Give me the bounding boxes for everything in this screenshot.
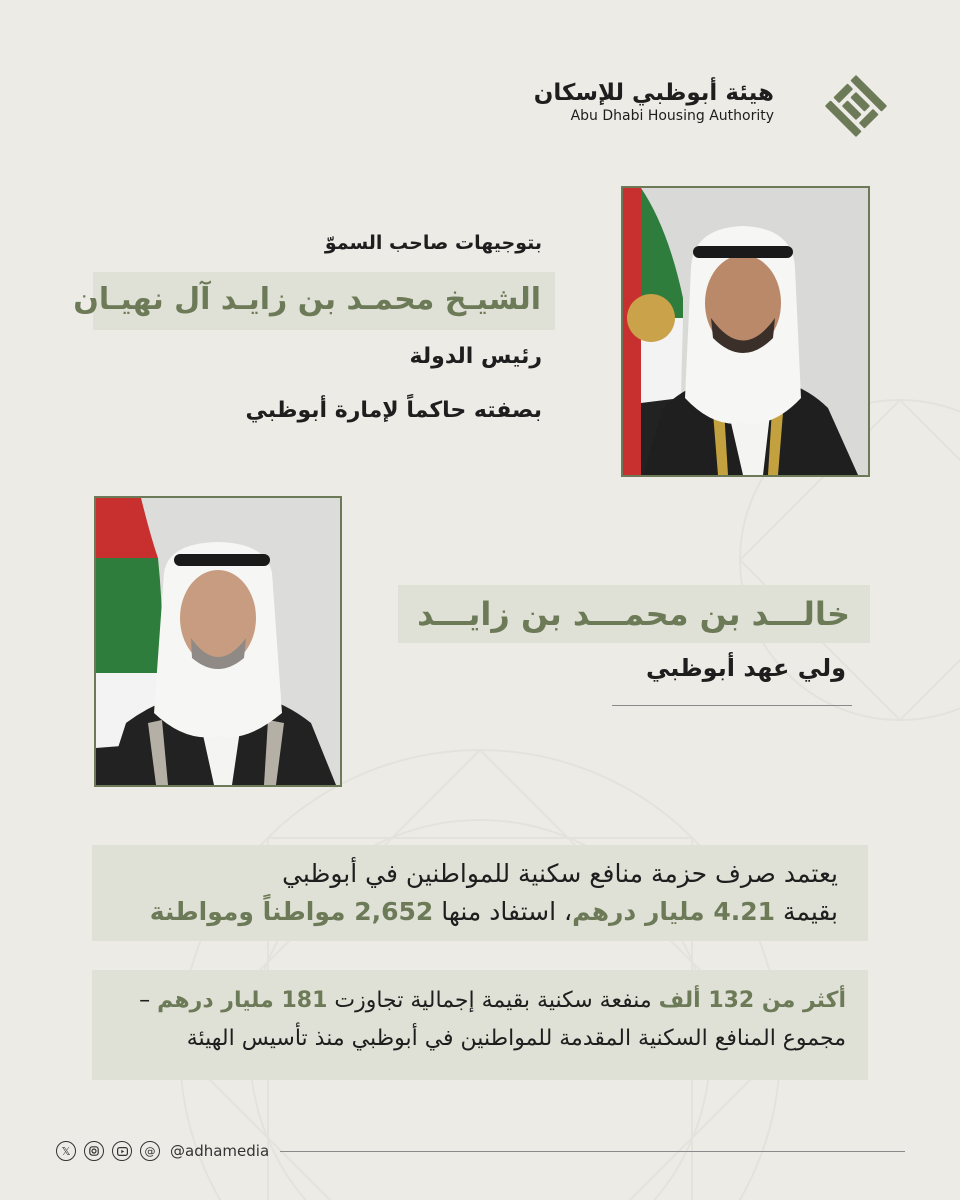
- summary-line2: مجموع المنافع السكنية المقدمة للمواطنين في أبوظبي منذ تأسيس الهيئة: [186, 1026, 846, 1051]
- social-handle[interactable]: @adhamedia: [170, 1142, 270, 1160]
- social-bar: [56, 1141, 269, 1161]
- announcement-line1: يعتمد صرف حزمة منافع سكنية للمواطنين في أبوظبي: [282, 859, 838, 888]
- instagram-icon[interactable]: [84, 1141, 104, 1161]
- logo-mark-icon: [820, 70, 892, 142]
- threads-icon[interactable]: @: [140, 1141, 160, 1161]
- leader2-photo: [94, 496, 342, 787]
- logo-english-text: Abu Dhabi Housing Authority: [570, 108, 774, 124]
- summary-highlight2: 181 مليار درهم: [157, 988, 328, 1013]
- logo-arabic-text: هيئة أبوظبي للإسكان: [533, 80, 774, 106]
- leader2-name: خالـــد بن محمـــد بن زايـــد: [417, 595, 850, 633]
- summary-box: [92, 970, 868, 1080]
- announcement-prefix: بقيمة: [782, 897, 838, 926]
- summary-highlight1: أكثر من 132 ألف: [658, 988, 846, 1013]
- youtube-icon[interactable]: [112, 1141, 132, 1161]
- announcement-box: [92, 845, 868, 941]
- announcement-count: 2,652 مواطناً ومواطنة: [149, 897, 434, 926]
- announcement-middle: ، استفاد منها: [441, 897, 573, 926]
- authority-logo: [533, 70, 912, 140]
- leader1-name: الشيـخ محمـد بن زايـد آل نهيـان: [73, 282, 541, 317]
- leader1-photo: [621, 186, 870, 477]
- leader1-name-highlight: [73, 272, 555, 330]
- leader2-title: ولي عهد أبوظبي: [646, 654, 846, 682]
- footer-divider: [280, 1151, 905, 1152]
- intro-text: بتوجيهات صاحب السموّ: [324, 232, 542, 254]
- summary-text1: منفعة سكنية بقيمة إجمالية تجاوزت: [334, 988, 652, 1013]
- summary-line1: [139, 988, 846, 1013]
- leader2-name-highlight: [398, 585, 870, 643]
- divider: [612, 705, 852, 706]
- announcement-line2: [150, 897, 838, 926]
- leader1-title: رئيس الدولة: [409, 344, 542, 369]
- summary-dash: –: [139, 988, 151, 1013]
- x-icon[interactable]: 𝕏: [56, 1141, 76, 1161]
- announcement-amount: 4.21 مليار درهم: [572, 897, 776, 926]
- leader1-role: بصفته حاكماً لإمارة أبوظبي: [245, 398, 542, 423]
